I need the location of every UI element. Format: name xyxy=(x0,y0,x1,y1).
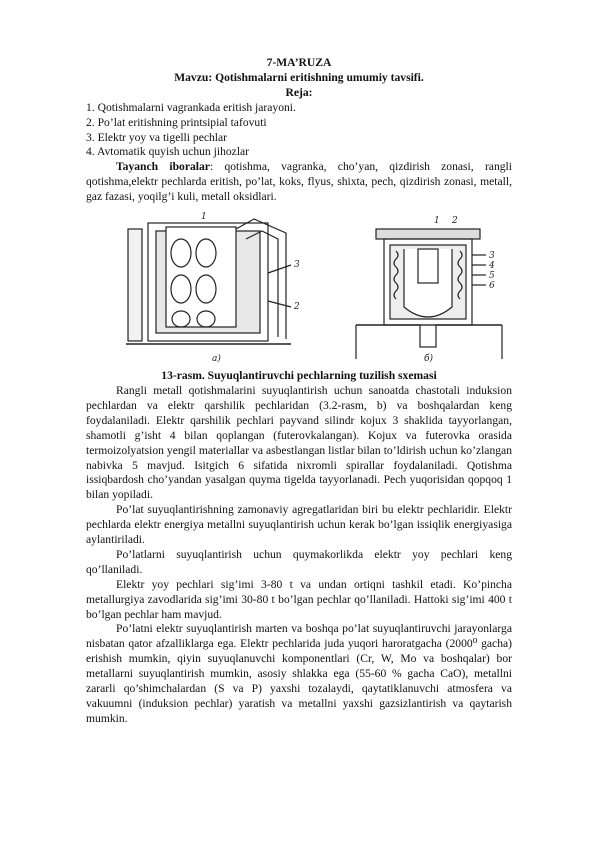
right-label-4: 4 xyxy=(489,261,495,272)
keywords-paragraph xyxy=(86,160,512,205)
right-label-1: 1 xyxy=(434,216,440,227)
right-label-2: 2 xyxy=(452,216,458,227)
left-label-3: 3 xyxy=(294,260,300,271)
plan-item: 4. Avtomatik quyish uchun jihozlar xyxy=(86,145,250,159)
left-label-a: a) xyxy=(212,354,221,365)
document-page xyxy=(86,56,512,727)
right-label-6: 6 xyxy=(489,281,495,292)
keywords-text: : qotishma, vagranka, cho’yan, qizdirish zonasi, rangli qotishma,elektr pechlarda eritish, po’lat, koks, flyus, shixta, pech, qizdirish zonasi, metall, gaz fazasi, yoqilg’i kuli, metall oksidlari. xyxy=(86,160,512,204)
furnace-diagram xyxy=(86,209,512,367)
left-label-2: 2 xyxy=(294,302,300,313)
induction-furnace-drawing xyxy=(126,219,291,344)
body-paragraph: Rangli metall qotishmalarini suyuqlantirish uchun sanoatda chastotali induksion pechlardan va elektr qarshilik pechlaridan (3.2-rasm, b) va boshqalardan keng foydalaniladi. Elektr qarshilik pechlari payvand silindr kojux 3 shaklida tayyorlangan, shamotli g’isht 4 bilan qoplangan (futerovkalangan). Kojux va futerovka orasida termoizolyatsion yengil materiallar va asbestlangan listlar bilan to’ldirish uchun ko’zlangan nabivka 5 mavjud. Isitgich 6 sifatida nixromli spirallar foydalaniladi. Qotishma issiqbardosh cho’yandan yasalgan quyma tigelda tayyorlanadi. Pech yuqorisidan qopqoq 1 bilan yopiladi. xyxy=(86,383,512,502)
lecture-number: 7-MA’RUZA xyxy=(266,56,332,69)
furnace-figure xyxy=(86,209,512,367)
right-label-3: 3 xyxy=(489,251,495,262)
body-paragraph: Elektr yoy pechlari sig’imi 3-80 t va undan ortiqni tashkil etadi. Ko’pincha metallurgiya zavodlarida sig’imi 30-80 t bo’lgan pechlar qo’llaniladi. Hattoki sig’imi 400 t bo’lgan pechlar ham mavjud. xyxy=(86,577,512,621)
plan-item: 3. Elektr yoy va tigelli pechlar xyxy=(86,130,228,144)
plan-list xyxy=(86,101,512,161)
body-paragraph: Po’lat suyuqlantirishning zamonaviy agregatlaridan biri bu elektr pechlaridir. Elektr pechlarda elektr energiya metallni suyuqlantirish uchun kerak bo’lgan issiqlik energiyasiga aylantiriladi. xyxy=(86,503,512,547)
plan-item: 1. Qotishmalarni vagrankada eritish jarayoni. xyxy=(86,100,296,114)
left-label-1: 1 xyxy=(201,212,207,223)
body-paragraph: Po’latni elektr suyuqlantirish marten va boshqa po’lat suyuqlantiruvchi jarayonlarga nisbatan qator afzalliklarga ega. Elektr pechlarida juda yuqori haroratgacha (2000⁰ gacha) erishish mumkin, qiyin suyuqlanuvchi komponentlari (Cr, W, Mo va boshqalar) bor metallarni suyuqlantirish mumkin, asosiy shlakka ega (55-60 % gacha CaO), metallni zararli qo’shimchalardan (S va P) yaxshi tozalaydi, qaytatiklanuvchi atmosfera va vakuumni (induksion pechlar) yaratish va metallni yaxshi gazsizlantirish va qaytarish mumkin. xyxy=(86,622,512,725)
figure-caption: 13-rasm. Suyuqlantiruvchi pechlarning tuzilish sxemasi xyxy=(161,369,437,383)
keywords-label: Tayanch iboralar xyxy=(116,160,210,174)
right-label-b: б) xyxy=(424,354,434,365)
right-label-5: 5 xyxy=(489,271,495,282)
plan-item: 2. Po’lat eritishning printsipial tafovuti xyxy=(86,115,267,129)
resistance-furnace-drawing xyxy=(356,229,502,359)
lecture-topic: Mavzu: Qotishmalarni eritishning umumiy tavsifi. xyxy=(174,70,424,84)
plan-title: Reja: xyxy=(285,85,313,99)
body-paragraph: Po’latlarni suyuqlantirish uchun quymakorlikda elektr yoy pechlari keng qo’llaniladi. xyxy=(86,547,512,576)
